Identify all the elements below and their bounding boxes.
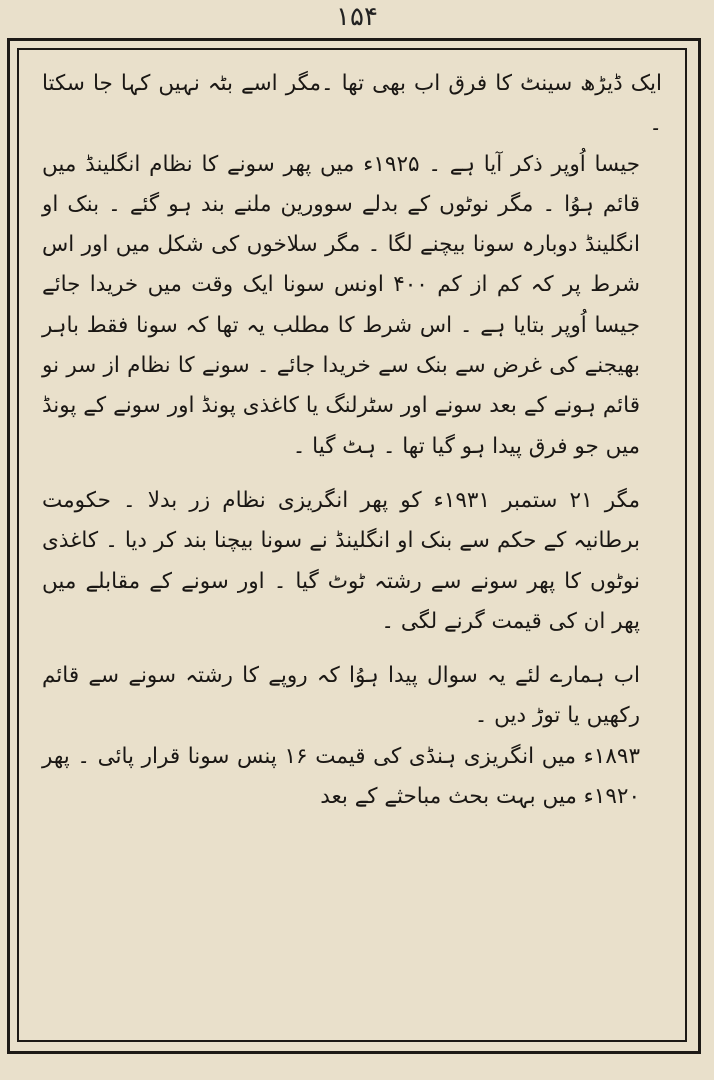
paragraph-2: جیسا اُوپر ذکر آیا ہے ۔ ۱۹۲۵ء میں پھر سونے کا نظام انگلینڈ میں قائم ہوُا ۔ مگر نوٹوں کے بدلے سوورین ملنے بند ہو گئے ۔ بنک او انگلینڈ دوبارہ سونا بیچنے لگا ۔ مگر سلاخوں کی شکل میں اور اس شرط پر کہ کم از کم ۴۰۰ اونس سونا ایک وقت میں خریدا جائے جیسا اُوپر بتایا ہے ۔ اس شرط کا مطلب یہ تھا کہ سونا فقط باہر بھیجنے کی غرض سے بنک سے خریدا جائے ۔ سونے کا نظام از سر نو قائم ہونے کے بعد سونے اور سٹرلنگ یا کاغذی پونڈ اور سونے کے پونڈ میں جو فرق پیدا ہو گیا تھا ۔ ہٹ گیا ۔ [42, 151, 640, 459]
paragraph-1: ایک ڈیڑھ سینٹ کا فرق اب بھی تھا ۔مگر اسے بٹہ نہیں کہا جا سکتا ۔ [42, 71, 662, 137]
paragraph-5: ۱۸۹۳ء میں انگریزی ہنڈی کی قیمت ۱۶ پنس سونا قرار پائی ۔ پھر ۱۹۲۰ء میں بہت بحث مباحثے کے بعد [42, 743, 640, 810]
body-text [42, 64, 662, 817]
paragraph-4: اب ہمارے لئے یہ سوال پیدا ہوُا کہ روپے کا رشتہ سونے سے قائم رکھیں یا توڑ دیں ۔ [42, 663, 640, 729]
paragraph-3: مگر ۲۱ ستمبر ۱۹۳۱ء کو پھر انگریزی نظام زر بدلا ۔ حکومت برطانیہ کے حکم سے بنک او انگلینڈ نے سونا بیچنا بند کر دیا ۔ کاغذی نوٹوں کا پھر سونے سے رشتہ ٹوٹ گیا ۔ اور سونے کے مقابلے میں پھر ان کی قیمت گرنے لگی ۔ [42, 487, 641, 634]
page-number: ۱۵۴ [336, 2, 378, 32]
